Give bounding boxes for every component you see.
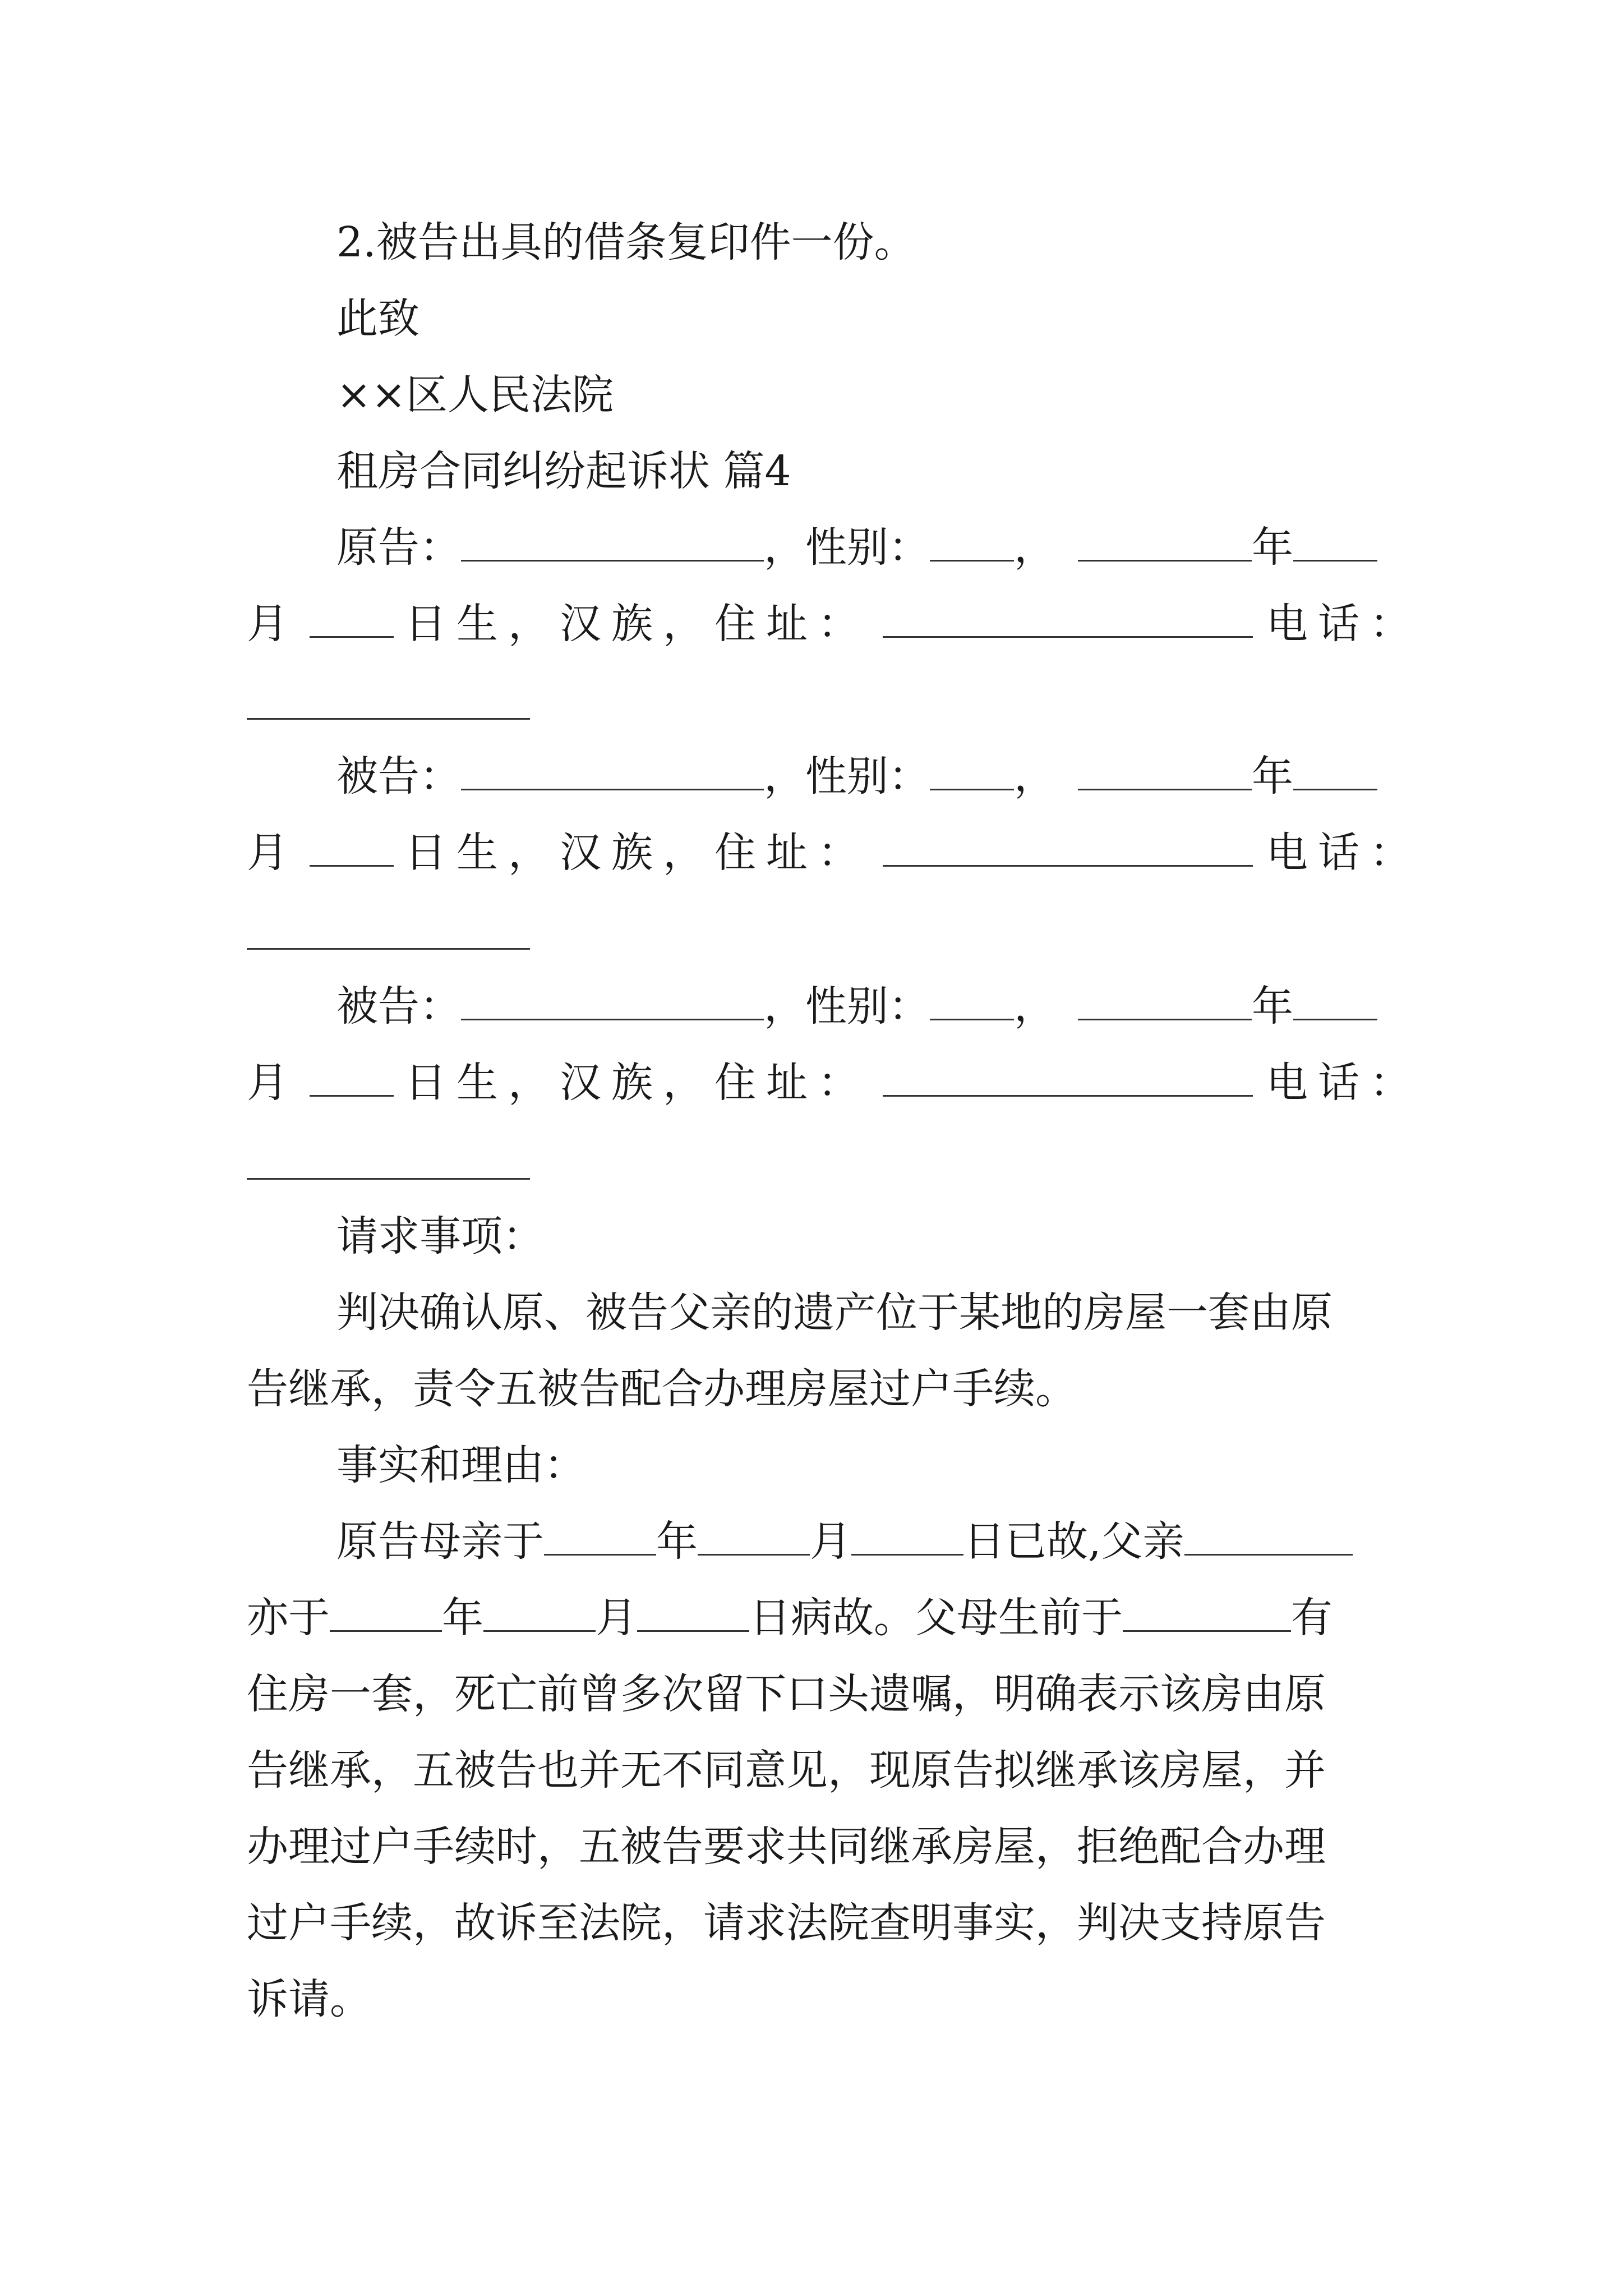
location-blank[interactable] <box>1123 1595 1291 1632</box>
party-role: 被告： <box>336 982 461 1030</box>
month-label: 月 <box>247 600 298 648</box>
year-blank[interactable] <box>1078 754 1252 790</box>
born-label: 日生，汉族，住址： <box>405 600 869 648</box>
party-line-1 <box>336 978 1377 1034</box>
facts-text: 月 <box>596 1594 637 1642</box>
day-blank[interactable] <box>310 830 394 867</box>
facts-text: 年 <box>442 1594 483 1642</box>
phone-blank[interactable] <box>247 948 530 950</box>
gender-label: ，性别： <box>764 523 930 572</box>
born-label: 日生，汉族，住址： <box>405 829 869 877</box>
facts-text: 月 <box>810 1517 851 1566</box>
party-line-1 <box>336 748 1377 804</box>
year-blank[interactable] <box>1078 984 1252 1020</box>
name-blank[interactable] <box>461 525 764 562</box>
address-blank[interactable] <box>883 601 1253 638</box>
attachment-item-2: 2.被告出具的借条复印件一份。 <box>336 218 916 266</box>
facts-line-3: 住房一套，死亡前曾多次留下口头遗嘱，明确表示该房由原 <box>247 1670 1326 1718</box>
facts-line-5: 办理过户手续时，五被告要求共同继承房屋，拒绝配合办理 <box>247 1823 1326 1871</box>
month-blank[interactable] <box>483 1595 596 1632</box>
separator: ， <box>1014 752 1055 800</box>
day-blank[interactable] <box>310 1060 394 1097</box>
separator: ， <box>1014 523 1055 572</box>
facts-text: 原告母亲于 <box>336 1517 544 1566</box>
closing-court: ××区人民法院 <box>336 371 614 419</box>
facts-text: 年 <box>656 1517 698 1566</box>
year-blank[interactable] <box>544 1519 656 1556</box>
section-title: 租房合同纠纷起诉状 篇4 <box>336 447 791 495</box>
facts-heading: 事实和理由： <box>336 1441 585 1489</box>
facts-text: 日病故。父母生前于 <box>749 1594 1123 1642</box>
father-blank[interactable] <box>1184 1519 1353 1556</box>
gender-label: ，性别： <box>764 752 930 800</box>
claims-heading: 请求事项： <box>336 1212 544 1260</box>
born-label: 日生，汉族，住址： <box>405 1059 869 1107</box>
day-blank[interactable] <box>851 1519 963 1556</box>
year-label: 年 <box>1252 523 1293 572</box>
year-label: 年 <box>1252 982 1293 1030</box>
party-line-2 <box>247 825 1421 881</box>
gender-blank[interactable] <box>930 525 1014 562</box>
gender-label: ，性别： <box>764 982 930 1030</box>
claims-line-2: 告继承，责令五被告配合办理房屋过户手续。 <box>247 1365 1077 1413</box>
facts-text: 有 <box>1291 1594 1332 1642</box>
separator: ， <box>1014 982 1055 1030</box>
gender-blank[interactable] <box>930 984 1014 1020</box>
address-blank[interactable] <box>883 1060 1253 1097</box>
name-blank[interactable] <box>461 754 764 790</box>
year-label: 年 <box>1252 752 1293 800</box>
address-blank[interactable] <box>883 830 1253 867</box>
facts-line-6: 过户手续，故诉至法院，请求法院查明事实，判决支持原告 <box>247 1899 1326 1947</box>
phone-label: 电话： <box>1266 1059 1421 1107</box>
party-line-1 <box>336 519 1377 576</box>
party-role: 被告： <box>336 752 461 800</box>
facts-line-1 <box>336 1513 1353 1570</box>
month-label: 月 <box>247 829 298 877</box>
facts-line-2 <box>247 1590 1332 1646</box>
day-blank[interactable] <box>637 1595 749 1632</box>
facts-line-7: 诉请。 <box>247 1975 371 2023</box>
claims-line-1: 判决确认原、被告父亲的遗产位于某地的房屋一套由原 <box>336 1289 1332 1337</box>
closing-salutation: 此致 <box>336 295 419 343</box>
party-line-2 <box>247 596 1421 652</box>
month-blank[interactable] <box>698 1519 810 1556</box>
year-blank[interactable] <box>1078 525 1252 562</box>
year-blank[interactable] <box>330 1595 442 1632</box>
facts-line-4: 告继承，五被告也并无不同意见，现原告拟继承该房屋，并 <box>247 1746 1326 1795</box>
month-blank[interactable] <box>1293 984 1377 1020</box>
facts-text: 亦于 <box>247 1594 330 1642</box>
gender-blank[interactable] <box>930 754 1014 790</box>
party-line-2 <box>247 1055 1421 1111</box>
phone-blank[interactable] <box>247 718 530 720</box>
facts-text: 日已故,父亲 <box>963 1517 1184 1566</box>
phone-blank[interactable] <box>247 1178 530 1180</box>
party-role: 原告： <box>336 523 461 572</box>
name-blank[interactable] <box>461 984 764 1020</box>
month-blank[interactable] <box>1293 525 1377 562</box>
month-blank[interactable] <box>1293 754 1377 790</box>
day-blank[interactable] <box>310 601 394 638</box>
phone-label: 电话： <box>1266 829 1421 877</box>
month-label: 月 <box>247 1059 298 1107</box>
phone-label: 电话： <box>1266 600 1421 648</box>
